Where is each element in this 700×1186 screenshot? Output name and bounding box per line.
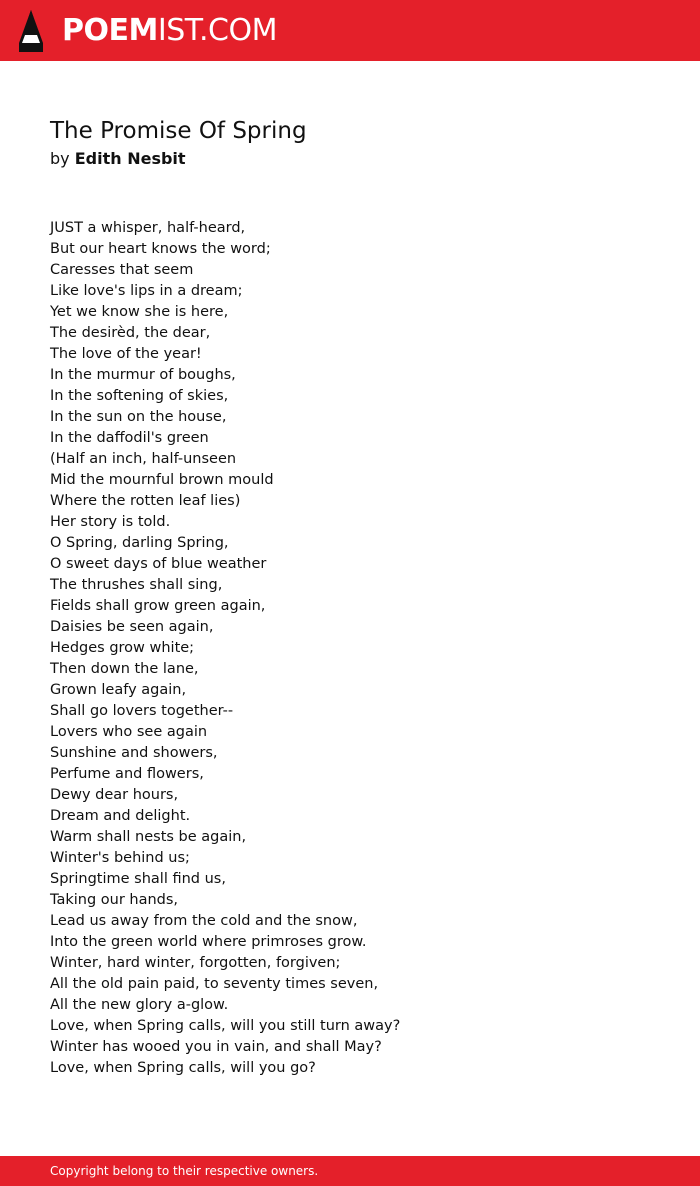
poem-line: Mid the mournful brown mould <box>50 472 274 488</box>
poem-line: Love, when Spring calls, will you still turn away? <box>50 1018 401 1034</box>
poem-line: Fields shall grow green again, <box>50 598 266 614</box>
poem-line: Sunshine and showers, <box>50 745 218 761</box>
poem-line: Warm shall nests be again, <box>50 829 247 845</box>
poem-line: Springtime shall find us, <box>50 871 226 887</box>
poem-line: Winter's behind us; <box>50 850 190 866</box>
pencil-icon[interactable] <box>18 9 44 52</box>
poem-line: Grown leafy again, <box>50 682 187 698</box>
poem-line: The love of the year! <box>50 346 202 362</box>
poem-line: Shall go lovers together-- <box>50 703 234 719</box>
poem-line: All the old pain paid, to seventy times seven, <box>50 976 379 992</box>
poem-line: Caresses that seem <box>50 262 194 278</box>
poem-line: JUST a whisper, half-heard, <box>50 220 246 236</box>
poem-line: Her story is told. <box>50 514 171 530</box>
poem-line: O Spring, darling Spring, <box>50 535 229 551</box>
poem-line: Where the rotten leaf lies) <box>50 493 241 509</box>
poem-line: O sweet days of blue weather <box>50 556 267 572</box>
poem-line: Hedges grow white; <box>50 640 195 656</box>
poem-line: In the softening of skies, <box>50 388 229 404</box>
poem-line: Lead us away from the cold and the snow, <box>50 913 358 929</box>
site-header <box>0 0 700 61</box>
site-footer <box>0 1156 700 1186</box>
poem-line: Dewy dear hours, <box>50 787 179 803</box>
poem-line: Winter, hard winter, forgotten, forgiven; <box>50 955 341 971</box>
poem-line: Taking our hands, <box>50 892 179 908</box>
poem-line: Yet we know she is here, <box>50 304 229 320</box>
site-logo[interactable] <box>62 11 277 51</box>
poem-line: Perfume and flowers, <box>50 766 204 782</box>
poem-line: The thrushes shall sing, <box>50 577 223 593</box>
poem-line: In the sun on the house, <box>50 409 227 425</box>
poem-line: Into the green world where primroses grow. <box>50 934 367 950</box>
byline <box>50 148 186 170</box>
poem-line: All the new glory a-glow. <box>50 997 229 1013</box>
poem-title: The Promise Of Spring <box>50 118 307 144</box>
poem-line: Winter has wooed you in vain, and shall May? <box>50 1039 382 1055</box>
logo-text-light: IST.COM <box>157 13 277 48</box>
logo-text-bold: POEM <box>62 13 158 48</box>
poem-line: In the murmur of boughs, <box>50 367 236 383</box>
byline-prefix: by <box>50 149 70 168</box>
poem-line: Lovers who see again <box>50 724 208 740</box>
author-name: Edith Nesbit <box>74 149 186 168</box>
poem-body <box>50 218 650 1079</box>
poem-line: Love, when Spring calls, will you go? <box>50 1060 316 1076</box>
poem-line: But our heart knows the word; <box>50 241 271 257</box>
copyright-text: Copyright belong to their respective owners. <box>50 1164 319 1178</box>
poem-line: Dream and delight. <box>50 808 191 824</box>
poem-line: Then down the lane, <box>50 661 199 677</box>
poem-line: Like love's lips in a dream; <box>50 283 243 299</box>
poem-line: The desirèd, the dear, <box>50 325 211 341</box>
poem-line: (Half an inch, half-unseen <box>50 451 237 467</box>
poem-line: Daisies be seen again, <box>50 619 214 635</box>
poem-line: In the daffodil's green <box>50 430 209 446</box>
